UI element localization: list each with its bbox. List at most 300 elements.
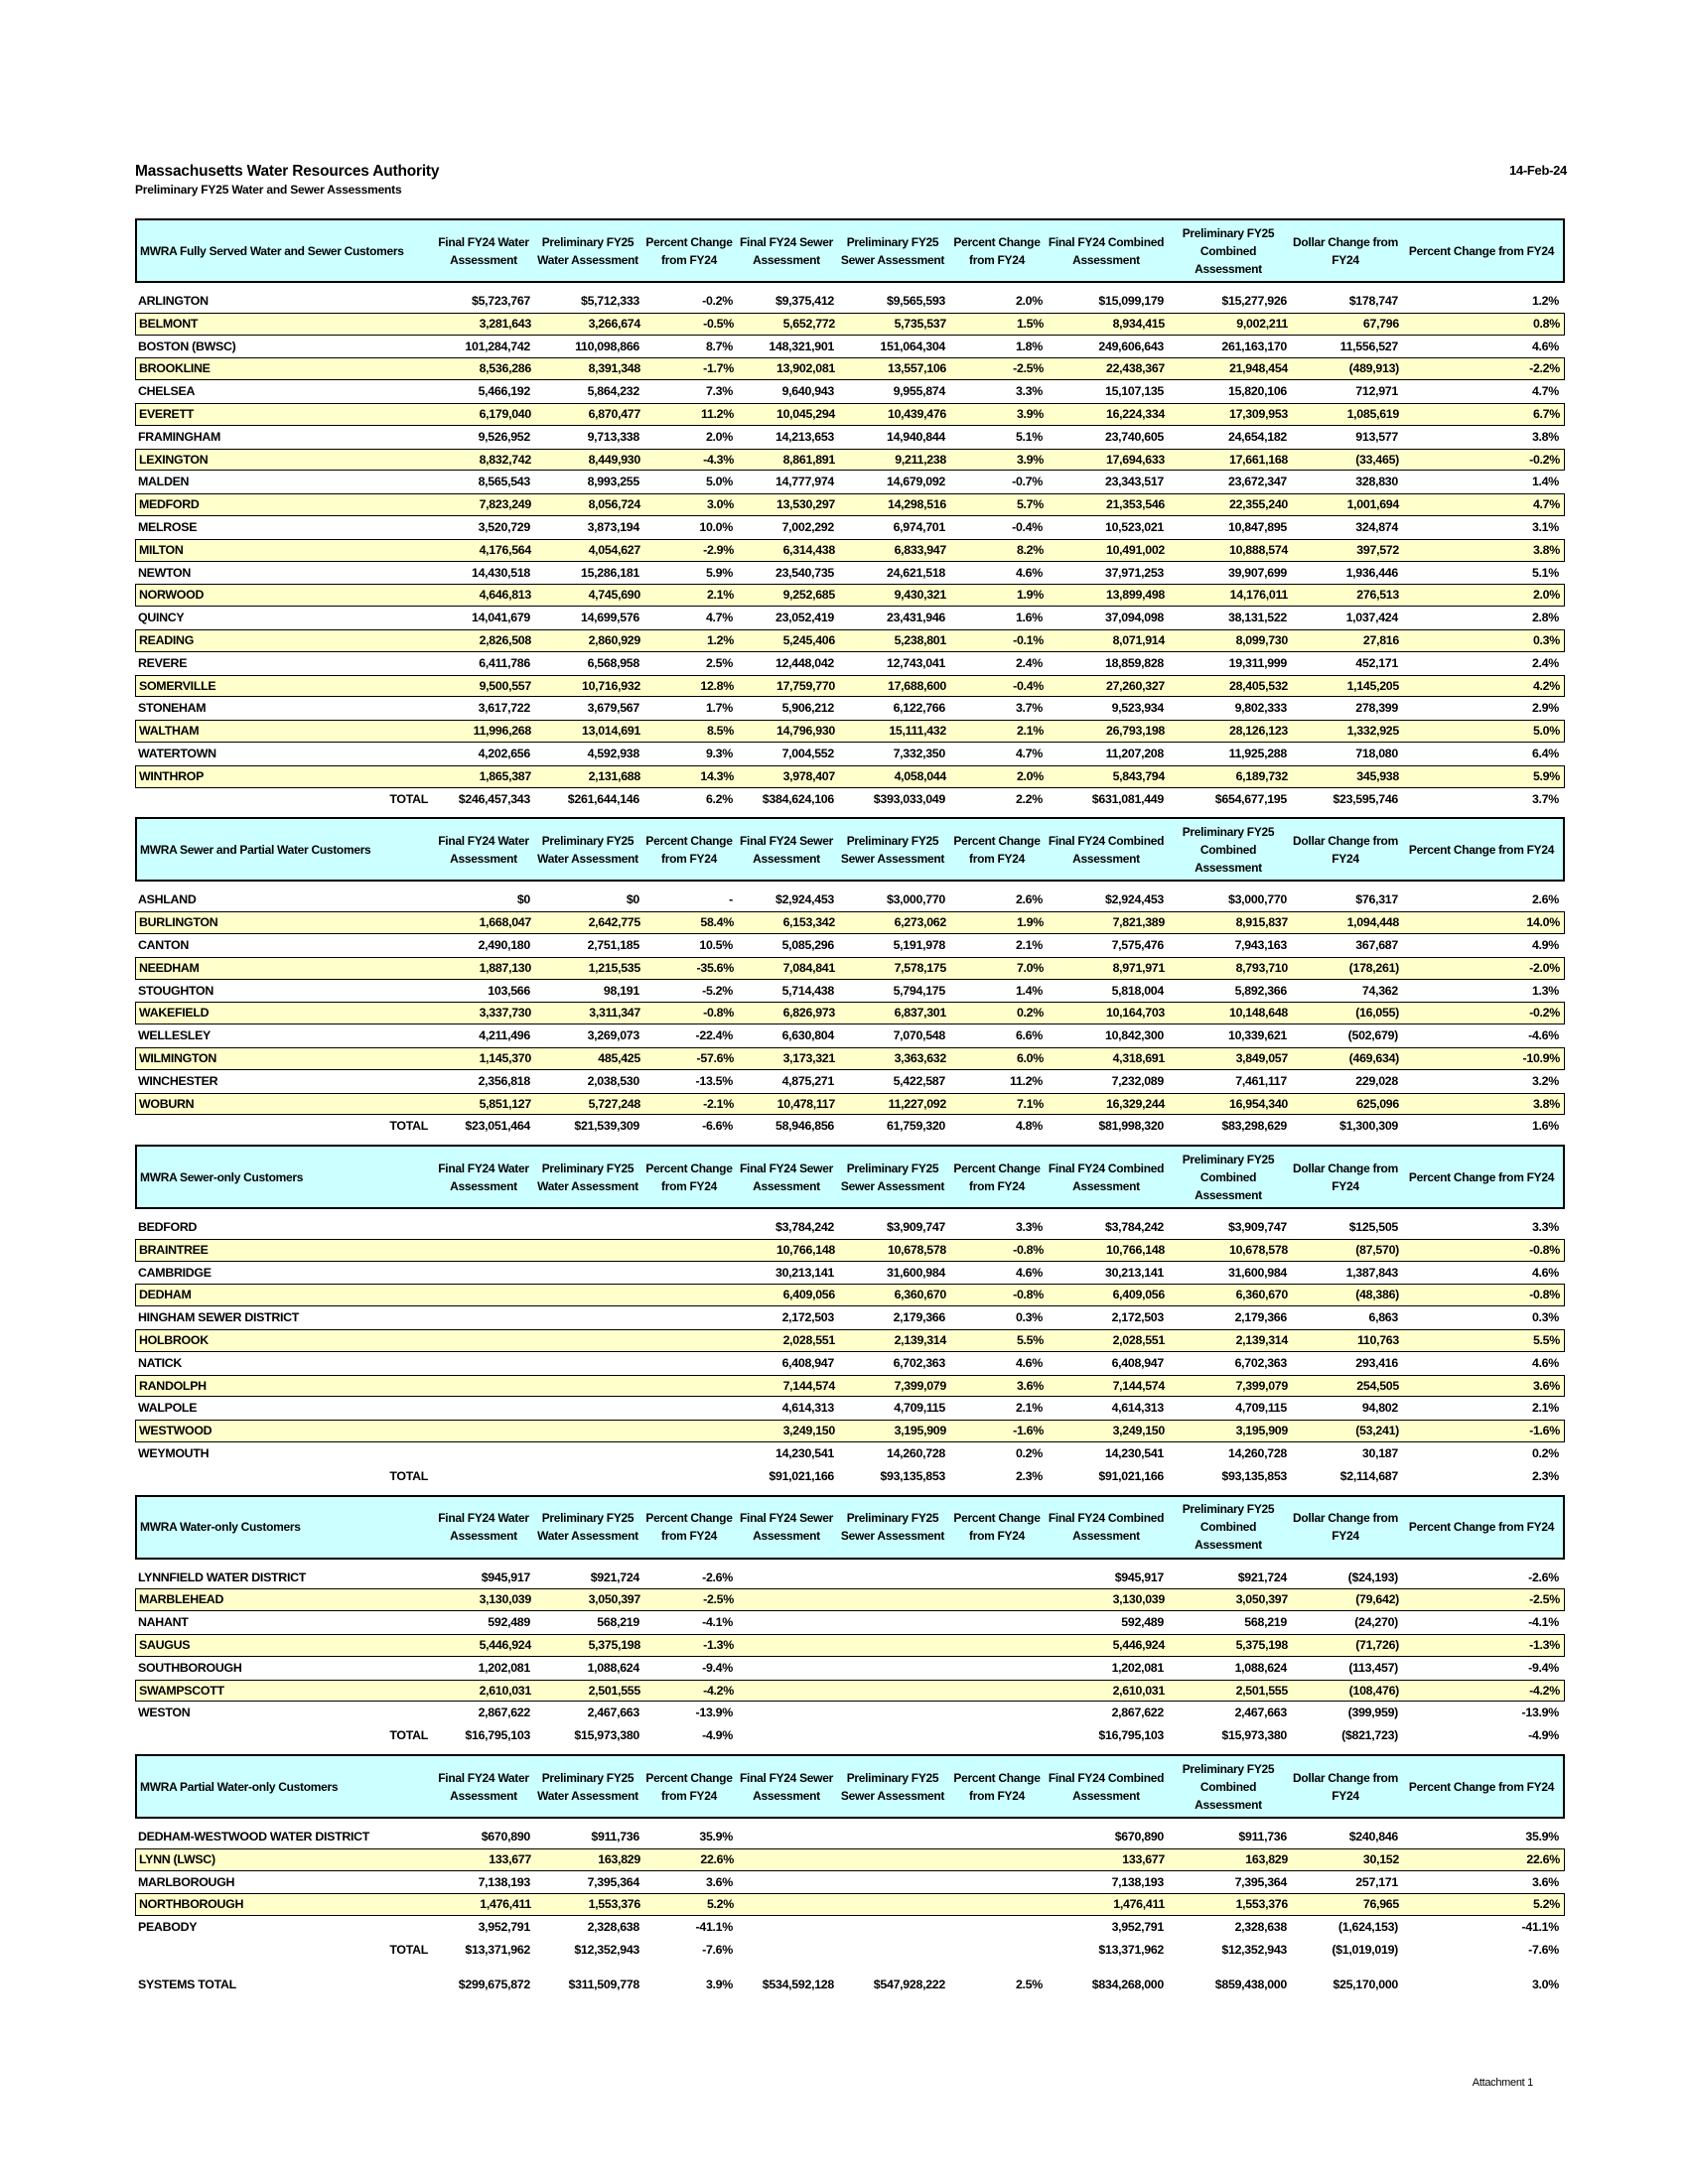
cell-5: [836, 1611, 945, 1634]
cell-9: (178,261): [1348, 960, 1399, 975]
cell-6: 4.6%: [1015, 1355, 1043, 1370]
cell-3: [642, 1284, 734, 1306]
cell-3: 35.9%: [699, 1830, 733, 1844]
cell-6: [947, 1702, 1043, 1724]
cell-1: 11,996,268: [473, 724, 531, 739]
cell-4: 14,213,653: [774, 429, 834, 444]
cell-1: 1,668,047: [479, 915, 531, 930]
table-row: [135, 403, 1565, 426]
cell-5: 7,332,350: [893, 746, 945, 760]
cell-3: -1.3%: [703, 1638, 734, 1653]
section-header: [135, 1145, 1565, 1209]
cell-8: 3,195,909: [1235, 1424, 1288, 1438]
table-row: [135, 1216, 1565, 1239]
cell-8: $921,724: [1237, 1570, 1287, 1584]
cell-10: 4.7%: [1532, 497, 1560, 512]
cell-1: 2,610,031: [479, 1683, 531, 1698]
cell-7: 8,971,971: [1112, 960, 1165, 975]
cell-8: 6,189,732: [1235, 768, 1288, 783]
cell-9: 718,080: [1355, 746, 1398, 760]
cell-7: $2,924,453: [1104, 892, 1164, 907]
cell-4: 6,826,973: [782, 1006, 835, 1021]
cell-3: 14.3%: [700, 768, 734, 783]
cell-10: -41.1%: [1521, 1920, 1559, 1935]
cell-7: 1,476,411: [1113, 1897, 1165, 1912]
row-label: TOTAL: [389, 1468, 428, 1483]
cell-3: [641, 1397, 733, 1420]
cell-6: 1.9%: [1016, 588, 1044, 603]
column-header: Final FY24 Combined Assessment: [1048, 1160, 1165, 1193]
cell-8: $15,973,380: [1221, 1728, 1287, 1743]
row-label: SYSTEMS TOTAL: [138, 1977, 236, 1991]
cell-8: 19,311,999: [1228, 655, 1287, 670]
cell-1: 14,041,679: [471, 611, 530, 625]
table-row: [135, 336, 1565, 358]
cell-10: 4.2%: [1532, 678, 1560, 693]
cell-4: [735, 1939, 834, 1962]
total-row: [135, 1115, 1565, 1138]
cell-3: -35.6%: [696, 960, 734, 975]
cell-6: 8.2%: [1016, 542, 1044, 557]
cell-7: 4,614,313: [1111, 1401, 1164, 1416]
cell-6: 4.8%: [1015, 1119, 1043, 1134]
cell-2: [533, 1375, 640, 1398]
cell-5: 9,430,321: [894, 588, 946, 603]
cell-1: [433, 1397, 530, 1420]
cell-4: $91,021,166: [769, 1468, 834, 1483]
table-row: [135, 1329, 1565, 1352]
cell-2: $5,712,333: [580, 294, 639, 308]
row-label: NEWTON: [138, 565, 192, 580]
cell-1: $5,723,767: [471, 294, 530, 308]
cell-3: 5.9%: [705, 565, 733, 580]
cell-9: 328,830: [1355, 475, 1398, 489]
cell-10: 3.6%: [1531, 1874, 1559, 1889]
cell-6: [947, 1916, 1043, 1939]
table-row: [135, 888, 1565, 911]
cell-1: 6,411,786: [479, 655, 530, 670]
systems-total-row: [135, 1974, 1565, 1996]
cell-10: 3.8%: [1532, 1096, 1560, 1111]
cell-9: $76,317: [1355, 892, 1398, 907]
cell-10: -0.8%: [1529, 1242, 1560, 1257]
cell-7: 4,318,691: [1112, 1050, 1165, 1065]
cell-7: 23,740,605: [1104, 429, 1164, 444]
cell-4: 3,249,150: [782, 1424, 835, 1438]
cell-6: -1.6%: [1013, 1424, 1044, 1438]
cell-7: 2,172,503: [1111, 1310, 1164, 1325]
cell-1: 1,145,370: [479, 1050, 531, 1065]
cell-2: 485,425: [598, 1050, 640, 1065]
cell-10: 3.7%: [1531, 791, 1559, 806]
cell-8: $12,352,943: [1221, 1943, 1287, 1958]
cell-8: $911,736: [1238, 1830, 1287, 1844]
row-label: WAKEFIELD: [139, 1006, 210, 1021]
cell-10: -13.9%: [1521, 1706, 1559, 1720]
cell-10: -4.6%: [1528, 1028, 1559, 1043]
cell-9: 625,096: [1356, 1096, 1399, 1111]
cell-9: 257,171: [1355, 1874, 1398, 1889]
cell-6: 7.0%: [1016, 960, 1044, 975]
cell-7: 2,867,622: [1111, 1706, 1164, 1720]
cell-7: $3,784,242: [1104, 1220, 1164, 1235]
cell-5: 9,211,238: [895, 452, 946, 467]
cell-2: [532, 1442, 639, 1465]
table-row: [135, 607, 1565, 629]
cell-10: -9.4%: [1528, 1660, 1559, 1675]
cell-2: 3,311,347: [589, 1006, 640, 1021]
cell-9: (24,270): [1354, 1615, 1398, 1630]
cell-10: 2.0%: [1532, 588, 1560, 603]
cell-10: 3.6%: [1532, 1378, 1560, 1393]
cell-8: 22,355,240: [1228, 497, 1288, 512]
row-label: WALPOLE: [138, 1401, 198, 1416]
cell-8: 1,553,376: [1235, 1897, 1288, 1912]
cell-3: 6.2%: [705, 791, 733, 806]
cell-4: 9,640,943: [781, 384, 834, 399]
total-row: [135, 1724, 1565, 1747]
cell-7: 37,971,253: [1104, 565, 1164, 580]
cell-7: $631,081,449: [1091, 791, 1164, 806]
table-row: [135, 380, 1565, 403]
row-label: ARLINGTON: [138, 294, 209, 308]
cell-6: 3.3%: [1015, 1220, 1043, 1235]
cell-8: 10,888,574: [1228, 542, 1288, 557]
cell-4: [736, 1848, 835, 1871]
cell-7: 5,446,924: [1112, 1638, 1165, 1653]
cell-6: 3.9%: [1016, 406, 1044, 421]
row-label: WEYMOUTH: [138, 1446, 210, 1461]
cell-1: 4,211,496: [479, 1028, 530, 1043]
cell-1: 7,138,193: [478, 1874, 530, 1889]
row-label: BOSTON (BWSC): [138, 339, 236, 353]
cell-3: 2.5%: [705, 655, 733, 670]
table-row: [135, 1702, 1565, 1724]
cell-2: 6,870,477: [588, 406, 640, 421]
cell-10: 2.3%: [1531, 1468, 1559, 1483]
cell-2: $21,539,309: [574, 1119, 639, 1134]
row-label: BURLINGTON: [139, 915, 218, 930]
cell-1: 3,281,643: [479, 316, 531, 331]
cell-9: 712,971: [1355, 384, 1398, 399]
column-header: Percent Change from FY24: [645, 234, 733, 267]
cell-2: 5,375,198: [588, 1638, 640, 1653]
cell-3: 1.7%: [705, 701, 733, 716]
cell-3: -0.5%: [703, 316, 734, 331]
cell-1: 133,677: [489, 1851, 531, 1866]
cell-3: 8.7%: [705, 339, 733, 353]
cell-2: [532, 1262, 639, 1285]
cell-8: 10,148,648: [1228, 1006, 1288, 1021]
cell-8: 39,907,699: [1227, 565, 1287, 580]
cell-4: [735, 1611, 834, 1634]
cell-6: 2.5%: [1015, 1977, 1043, 1991]
cell-5: $3,000,770: [886, 892, 945, 907]
cell-6: 2.1%: [1015, 1401, 1043, 1416]
column-header: Final FY24 Combined Assessment: [1048, 833, 1165, 866]
cell-8: 17,661,168: [1228, 452, 1288, 467]
cell-10: 3.8%: [1532, 542, 1560, 557]
cell-7: 2,610,031: [1112, 1683, 1165, 1698]
cell-3: -13.9%: [695, 1706, 733, 1720]
cell-4: 14,230,541: [774, 1446, 834, 1461]
row-label: MELROSE: [138, 519, 198, 534]
cell-6: 3.7%: [1015, 701, 1043, 716]
cell-6: 11.2%: [1010, 1073, 1043, 1088]
column-header: Preliminary FY25 Combined Assessment: [1182, 225, 1275, 276]
cell-4: [735, 1826, 834, 1848]
cell-2: 2,860,929: [588, 632, 640, 647]
column-header: Percent Change from FY24: [645, 1511, 733, 1544]
cell-3: 11.2%: [701, 406, 734, 421]
cell-8: 16,954,340: [1228, 1096, 1288, 1111]
cell-6: [947, 1826, 1043, 1848]
cell-4: 13,530,297: [775, 497, 835, 512]
row-label: TOTAL: [389, 1728, 428, 1743]
cell-4: 2,172,503: [781, 1310, 834, 1325]
cell-2: 4,745,690: [588, 588, 640, 603]
cell-4: $534,592,128: [762, 1977, 834, 1991]
column-header: Preliminary FY25 Sewer Assessment: [840, 1511, 945, 1544]
cell-8: 11,925,288: [1228, 746, 1287, 760]
cell-3: -: [729, 892, 733, 907]
cell-7: $81,998,320: [1098, 1119, 1164, 1134]
column-header: Final FY24 Sewer Assessment: [740, 234, 833, 267]
cell-7: 10,164,703: [1105, 1006, 1165, 1021]
cell-8: 28,126,123: [1228, 724, 1288, 739]
cell-1: 4,202,656: [478, 746, 530, 760]
table-row: [135, 1093, 1565, 1116]
cell-3: -2.1%: [703, 1096, 734, 1111]
column-header: Final FY24 Combined Assessment: [1048, 1511, 1165, 1544]
cell-9: $2,114,687: [1339, 1468, 1398, 1483]
cell-3: 12.8%: [700, 678, 734, 693]
cell-4: 5,652,772: [782, 316, 835, 331]
row-label: QUINCY: [138, 611, 185, 625]
cell-10: -2.2%: [1529, 361, 1560, 376]
cell-7: 5,843,794: [1112, 768, 1165, 783]
cell-9: (87,570): [1355, 1242, 1399, 1257]
cell-9: 913,577: [1355, 429, 1398, 444]
cell-8: 24,654,182: [1227, 429, 1287, 444]
cell-10: 6.7%: [1532, 406, 1560, 421]
cell-5: 3,363,632: [894, 1050, 946, 1065]
cell-10: 3.8%: [1531, 429, 1559, 444]
cell-6: 1.4%: [1015, 983, 1043, 998]
cell-4: 17,759,770: [775, 678, 835, 693]
table-row: [135, 980, 1565, 1003]
cell-6: [948, 1634, 1044, 1657]
cell-4: 6,153,342: [782, 915, 835, 930]
cell-4: 58,946,856: [774, 1119, 834, 1134]
cell-8: 3,050,397: [1235, 1592, 1288, 1607]
cell-5: 6,837,301: [894, 1006, 946, 1021]
cell-9: 229,028: [1355, 1073, 1398, 1088]
cell-1: 1,865,387: [479, 768, 531, 783]
cell-5: 7,070,548: [893, 1028, 945, 1043]
cell-5: 13,557,106: [887, 361, 946, 376]
row-label: DEDHAM: [139, 1288, 192, 1302]
cell-1: 6,179,040: [479, 406, 531, 421]
cell-7: 10,766,148: [1105, 1242, 1165, 1257]
cell-8: 8,793,710: [1235, 960, 1288, 975]
cell-10: 5.5%: [1532, 1333, 1560, 1348]
cell-6: 1.9%: [1016, 915, 1044, 930]
cell-7: 7,232,089: [1111, 1073, 1164, 1088]
cell-5: 5,191,978: [893, 937, 945, 952]
cell-8: 14,176,011: [1229, 588, 1288, 603]
table-row: [135, 1420, 1565, 1442]
row-label: WATERTOWN: [138, 746, 216, 760]
cell-5: 3,195,909: [894, 1424, 946, 1438]
cell-4: 23,540,735: [774, 565, 834, 580]
table-row: [135, 1848, 1565, 1871]
cell-1: 14,430,518: [471, 565, 530, 580]
table-row: [135, 449, 1565, 472]
cell-7: 3,952,791: [1111, 1920, 1164, 1935]
cell-7: 6,409,056: [1112, 1288, 1165, 1302]
row-label: SOUTHBOROUGH: [138, 1660, 242, 1675]
cell-2: $911,736: [591, 1830, 639, 1844]
cell-4: [735, 1702, 834, 1724]
section-header: [135, 1495, 1565, 1560]
cell-2: [533, 1239, 640, 1262]
column-header: Percent Change from FY24: [1408, 243, 1555, 258]
table-row: [135, 720, 1565, 743]
table-row: [135, 584, 1565, 607]
cell-5: [836, 1657, 945, 1680]
cell-5: 151,064,304: [880, 339, 945, 353]
column-header: Percent Change from FY24: [953, 1511, 1041, 1544]
cell-7: 13,899,498: [1105, 588, 1165, 603]
cell-4: 8,861,891: [782, 452, 835, 467]
cell-10: -7.6%: [1528, 1943, 1559, 1958]
row-label: TOTAL: [389, 791, 428, 806]
cell-7: 7,821,389: [1112, 915, 1165, 930]
cell-8: 7,395,364: [1234, 1874, 1287, 1889]
table-row: [135, 1352, 1565, 1375]
column-header: Percent Change from FY24: [1408, 842, 1555, 857]
cell-9: 27,816: [1362, 632, 1399, 647]
column-header: Dollar Change from FY24: [1293, 1160, 1398, 1193]
cell-6: 4.6%: [1015, 1265, 1043, 1280]
cell-4: 4,875,271: [781, 1073, 834, 1088]
report-date: 14-Feb-24: [1509, 163, 1567, 178]
cell-2: 15,286,181: [580, 565, 639, 580]
cell-1: 2,356,818: [478, 1073, 530, 1088]
cell-6: -0.4%: [1012, 519, 1043, 534]
row-label: WESTWOOD: [139, 1424, 212, 1438]
column-header: Preliminary FY25 Sewer Assessment: [840, 833, 945, 866]
cell-5: 5,735,537: [894, 316, 946, 331]
cell-2: 2,328,638: [587, 1920, 639, 1935]
row-label: LEXINGTON: [139, 452, 209, 467]
cell-9: 345,938: [1356, 768, 1399, 783]
cell-9: 6,863: [1368, 1310, 1398, 1325]
cell-6: 6.6%: [1015, 1028, 1043, 1043]
cell-8: 7,461,117: [1235, 1073, 1287, 1088]
assessment-table: [135, 218, 1565, 1996]
cell-1: $16,795,103: [465, 1728, 530, 1743]
cell-5: 7,578,175: [894, 960, 946, 975]
table-row: [135, 562, 1565, 585]
cell-2: 98,191: [603, 983, 639, 998]
table-row: [135, 765, 1565, 788]
table-row: [135, 357, 1565, 380]
cell-10: 5.1%: [1531, 565, 1559, 580]
cell-6: [947, 1611, 1043, 1634]
table-row: [135, 934, 1565, 957]
cell-1: 3,952,791: [478, 1920, 530, 1935]
table-row: [135, 1893, 1565, 1916]
cell-4: 14,796,930: [775, 724, 835, 739]
cell-6: [947, 1871, 1043, 1894]
cell-9: (16,055): [1355, 1006, 1399, 1021]
cell-6: 6.0%: [1016, 1050, 1044, 1065]
cell-2: 4,054,627: [588, 542, 640, 557]
cell-7: 1,202,081: [1111, 1660, 1164, 1675]
cell-6: 2.0%: [1016, 768, 1044, 783]
cell-2: 3,679,567: [587, 701, 639, 716]
cell-7: $670,890: [1114, 1830, 1164, 1844]
cell-10: 2.9%: [1531, 701, 1559, 716]
cell-2: 3,266,674: [588, 316, 640, 331]
row-label: RANDOLPH: [139, 1378, 207, 1393]
cell-6: [947, 1724, 1043, 1747]
cell-6: 2.0%: [1015, 294, 1043, 308]
row-label: READING: [139, 632, 195, 647]
cell-1: 8,832,742: [479, 452, 531, 467]
cell-9: 76,965: [1362, 1897, 1399, 1912]
cell-4: 5,906,212: [781, 701, 834, 716]
cell-3: 5.0%: [705, 475, 733, 489]
cell-9: 254,505: [1356, 1378, 1399, 1393]
column-header: Preliminary FY25 Water Assessment: [537, 1770, 638, 1803]
row-label: MARLBOROUGH: [138, 1874, 235, 1889]
table-row: [135, 471, 1565, 493]
cell-8: 17,309,953: [1228, 406, 1288, 421]
row-label: STONEHAM: [138, 701, 207, 716]
cell-1: 2,867,622: [478, 1706, 530, 1720]
cell-9: 94,802: [1361, 1401, 1398, 1416]
cell-9: (108,476): [1348, 1683, 1399, 1698]
cell-7: 3,130,039: [1112, 1592, 1165, 1607]
section-header: [135, 817, 1565, 882]
row-label: SWAMPSCOTT: [139, 1683, 224, 1698]
cell-1: [434, 1239, 531, 1262]
cell-2: 6,568,958: [587, 655, 639, 670]
cell-3: -4.2%: [703, 1683, 734, 1698]
cell-8: 8,915,837: [1235, 915, 1288, 930]
cell-2: [533, 1284, 640, 1306]
table-row: [135, 1634, 1565, 1657]
column-header: Preliminary FY25 Combined Assessment: [1182, 1502, 1275, 1553]
table-row: [135, 1871, 1565, 1894]
table-row: [135, 1024, 1565, 1047]
cell-6: 2.4%: [1015, 655, 1043, 670]
row-label: TOTAL: [389, 1119, 428, 1134]
cell-2: 10,716,932: [581, 678, 640, 693]
column-header: Final FY24 Water Assessment: [438, 1770, 529, 1803]
cell-10: 2.1%: [1531, 1401, 1559, 1416]
column-header: Preliminary FY25 Water Assessment: [537, 1511, 638, 1544]
cell-9: $240,846: [1348, 1830, 1398, 1844]
cell-10: 4.6%: [1531, 339, 1559, 353]
column-header: Percent Change from FY24: [953, 1770, 1041, 1803]
cell-8: 10,678,578: [1228, 1242, 1288, 1257]
cell-6: -0.1%: [1013, 632, 1044, 647]
cell-8: $654,677,195: [1214, 791, 1287, 806]
